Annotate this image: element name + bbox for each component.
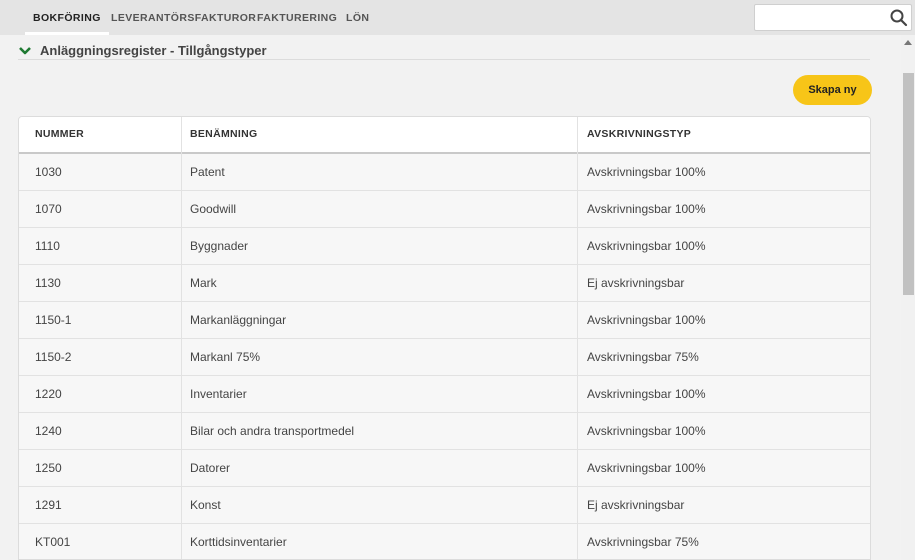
table-row[interactable] bbox=[19, 487, 870, 524]
table-row[interactable] bbox=[19, 302, 870, 339]
tab-bokforing[interactable]: BOKFÖRING bbox=[33, 0, 101, 35]
cell-benamning: Bilar och andra transportmedel bbox=[190, 424, 355, 438]
cell-nummer: 1291 bbox=[35, 498, 62, 512]
cell-benamning: Korttidsinventarier bbox=[190, 535, 287, 549]
tab-fakturering[interactable]: FAKTURERING bbox=[257, 12, 338, 24]
cell-benamning: Byggnader bbox=[190, 239, 249, 253]
table-row[interactable] bbox=[19, 413, 870, 450]
create-new-button[interactable]: Skapa ny bbox=[793, 75, 872, 105]
column-divider bbox=[577, 117, 578, 560]
cell-avskrivningstyp: Avskrivningsbar 75% bbox=[587, 535, 699, 549]
scroll-up-arrow-icon[interactable] bbox=[904, 40, 912, 45]
chevron-down-icon[interactable] bbox=[18, 44, 32, 56]
table-row[interactable] bbox=[19, 450, 870, 487]
cell-nummer: 1240 bbox=[35, 424, 62, 438]
cell-nummer: 1110 bbox=[35, 239, 60, 253]
section-title: Anläggningsregister - Tillgångstyper bbox=[40, 43, 267, 58]
table-row[interactable] bbox=[19, 191, 870, 228]
column-header-benamning[interactable]: BENÄMNING bbox=[190, 128, 258, 140]
table-row[interactable] bbox=[19, 265, 870, 302]
scrollbar-thumb[interactable] bbox=[903, 73, 914, 295]
search-box bbox=[754, 4, 912, 31]
cell-benamning: Mark bbox=[190, 276, 217, 290]
cell-nummer: 1030 bbox=[35, 165, 62, 179]
cell-avskrivningstyp: Avskrivningsbar 100% bbox=[587, 461, 706, 475]
cell-nummer: 1070 bbox=[35, 202, 62, 216]
cell-benamning: Patent bbox=[190, 165, 225, 179]
cell-benamning: Konst bbox=[190, 498, 221, 512]
cell-benamning: Markanläggningar bbox=[190, 313, 287, 327]
table-header-row bbox=[19, 117, 870, 154]
cell-avskrivningstyp: Avskrivningsbar 100% bbox=[587, 424, 706, 438]
table-row[interactable] bbox=[19, 376, 870, 413]
cell-avskrivningstyp: Avskrivningsbar 75% bbox=[587, 350, 699, 364]
page-scrollbar[interactable] bbox=[901, 35, 915, 560]
cell-nummer: 1150-1 bbox=[35, 313, 72, 327]
cell-avskrivningstyp: Ej avskrivningsbar bbox=[587, 276, 685, 290]
cell-nummer: 1150-2 bbox=[35, 350, 72, 364]
cell-avskrivningstyp: Avskrivningsbar 100% bbox=[587, 202, 706, 216]
table-row[interactable] bbox=[19, 339, 870, 376]
cell-nummer: 1250 bbox=[35, 461, 62, 475]
table-row[interactable] bbox=[19, 228, 870, 265]
tab-lon[interactable]: LÖN bbox=[346, 12, 370, 24]
asset-types-table bbox=[18, 116, 871, 560]
cell-benamning: Markanl 75% bbox=[190, 350, 261, 364]
search-input[interactable] bbox=[755, 5, 885, 30]
cell-avskrivningstyp: Avskrivningsbar 100% bbox=[587, 165, 706, 179]
section-header[interactable] bbox=[18, 42, 870, 60]
cell-avskrivningstyp: Avskrivningsbar 100% bbox=[587, 313, 706, 327]
search-icon[interactable] bbox=[889, 8, 909, 28]
cell-avskrivningstyp: Avskrivningsbar 100% bbox=[587, 387, 706, 401]
cell-benamning: Datorer bbox=[190, 461, 231, 475]
table-row[interactable] bbox=[19, 154, 870, 191]
cell-benamning: Inventarier bbox=[190, 387, 247, 401]
cell-avskrivningstyp: Avskrivningsbar 100% bbox=[587, 239, 706, 253]
column-header-avskrivningstyp[interactable]: AVSKRIVNINGSTYP bbox=[587, 128, 692, 140]
cell-benamning: Goodwill bbox=[190, 202, 237, 216]
column-divider bbox=[181, 117, 182, 560]
cell-nummer: 1130 bbox=[35, 276, 61, 290]
cell-nummer: 1220 bbox=[35, 387, 62, 401]
cell-avskrivningstyp: Ej avskrivningsbar bbox=[587, 498, 685, 512]
cell-nummer: KT001 bbox=[35, 535, 71, 549]
tab-leverantorsfakturor[interactable]: LEVERANTÖRSFAKTUROR bbox=[111, 12, 257, 24]
top-nav-bar bbox=[0, 0, 915, 35]
table-row[interactable] bbox=[19, 524, 870, 560]
column-header-nummer[interactable]: NUMMER bbox=[35, 128, 85, 140]
